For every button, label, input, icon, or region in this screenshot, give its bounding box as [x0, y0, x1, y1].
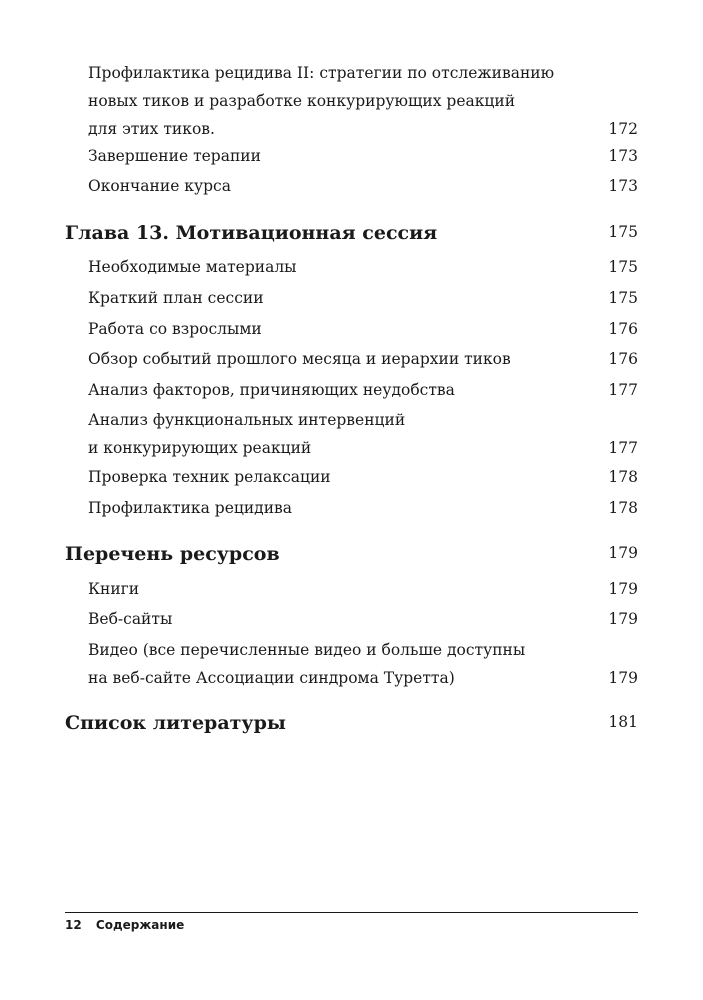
toc-chapter-page: 179 — [608, 544, 638, 562]
toc-entry-text: Веб-сайты — [88, 610, 173, 628]
toc-entry-text: Профилактика рецидива — [88, 499, 293, 517]
toc-chapter-page: 181 — [608, 713, 638, 731]
toc-entry — [88, 315, 638, 343]
toc-entry-text: Видео (все перечисленные видео и больше доступны на веб-сайте Ассоциации синдрома Туретта) — [88, 641, 526, 687]
toc-chapter — [65, 708, 638, 738]
toc-entry-text: Краткий план сессии — [88, 289, 264, 307]
toc-entry — [88, 253, 638, 281]
toc-entry — [88, 284, 638, 312]
footer-section-title: Содержание — [95, 918, 185, 932]
toc-chapter-title: Глава 13. Мотивационная сессия — [65, 222, 438, 244]
toc-entry-page: 172 — [608, 120, 638, 138]
toc-chapter — [65, 539, 638, 569]
toc-entry — [88, 59, 638, 143]
toc-entry — [88, 345, 638, 373]
toc-entry-page: 177 — [608, 439, 638, 457]
toc-chapter-page: 175 — [608, 223, 638, 241]
toc-entry-page: 179 — [608, 610, 638, 628]
toc-entry-text: Необходимые материалы — [88, 258, 297, 276]
toc-entry-text: Анализ факторов, причиняющих неудобства — [88, 381, 455, 399]
toc-entry-text: Завершение терапии — [88, 147, 261, 165]
toc-entry — [88, 605, 638, 633]
toc-entry-page: 179 — [608, 580, 638, 598]
toc-entry — [88, 172, 638, 200]
toc-entry-text: Профилактика рецидива II: стратегии по отслеживанию новых тиков и разработке конкурирующих реакций для этих тиков. — [88, 64, 555, 138]
toc-entry-page: 176 — [608, 350, 638, 368]
toc-entry — [88, 636, 638, 692]
toc-entry-page: 178 — [608, 468, 638, 486]
toc-entry — [88, 575, 638, 603]
toc-entry — [88, 406, 638, 462]
toc-entry — [88, 463, 638, 491]
toc-entry-text: Окончание курса — [88, 177, 231, 195]
toc-chapter-title: Перечень ресурсов — [65, 543, 280, 565]
footer-page-number: 12 — [65, 918, 82, 932]
toc-entry-page: 175 — [608, 289, 638, 307]
toc-entry — [88, 142, 638, 170]
toc-entry-text: Обзор событий прошлого месяца и иерархии тиков — [88, 350, 511, 368]
footer-divider — [65, 912, 638, 913]
toc-entry-page: 179 — [608, 669, 638, 687]
toc-entry-text: Книги — [88, 580, 140, 598]
toc-entry-page: 177 — [608, 381, 638, 399]
toc-entry-text: Анализ функциональных интервенций и конкурирующих реакций — [88, 411, 406, 457]
toc-entry — [88, 494, 638, 522]
toc-entry-page: 176 — [608, 320, 638, 338]
toc-entry-text: Проверка техник релаксации — [88, 468, 331, 486]
toc-page — [65, 0, 638, 1000]
toc-entry — [88, 376, 638, 404]
toc-entry-page: 173 — [608, 177, 638, 195]
toc-chapter-title: Список литературы — [65, 712, 286, 734]
page-footer — [65, 918, 184, 932]
toc-entry-text: Работа со взрослыми — [88, 320, 262, 338]
toc-entry-page: 173 — [608, 147, 638, 165]
toc-entry-page: 178 — [608, 499, 638, 517]
toc-entry-page: 175 — [608, 258, 638, 276]
toc-chapter — [65, 218, 638, 248]
